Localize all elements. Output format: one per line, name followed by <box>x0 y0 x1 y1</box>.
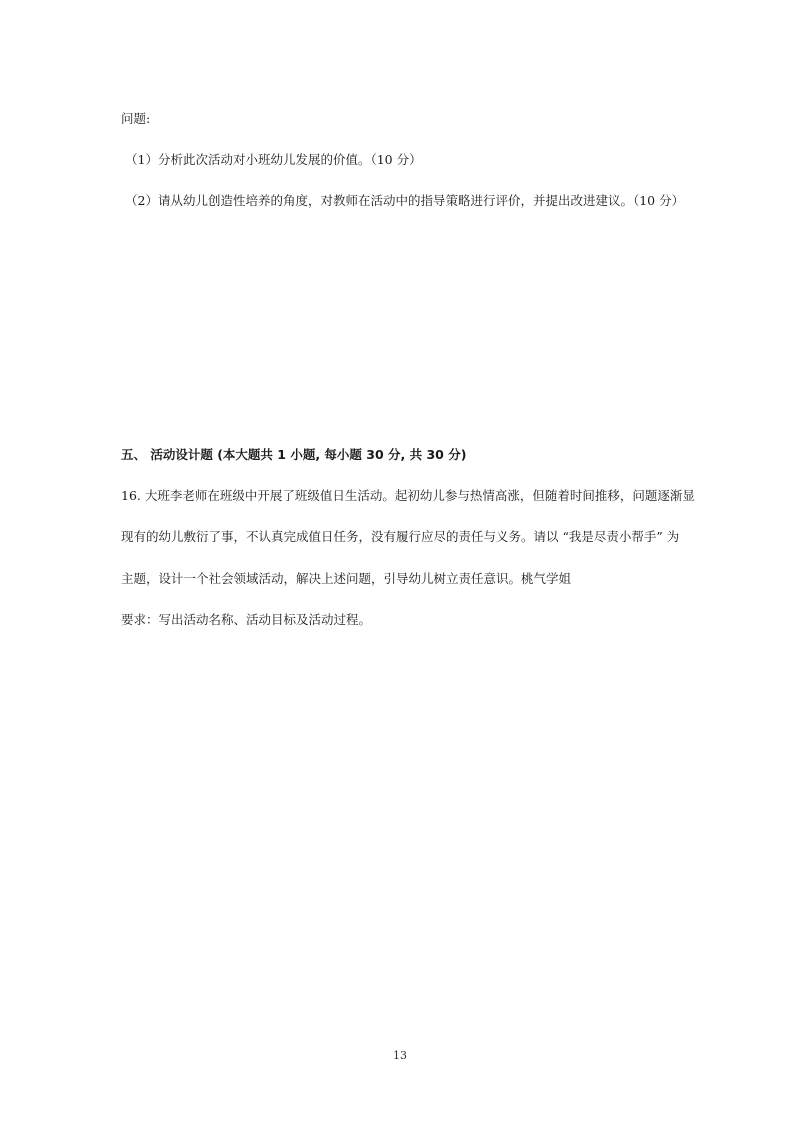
question-16-line-3: 主题，设计一个社会领域活动，解决上述问题，引导幼儿树立责任意识。桃气学姐 <box>121 571 572 586</box>
requirement-text: 要求：写出活动名称、活动目标及活动过程。 <box>121 612 372 627</box>
page-number: 13 <box>393 1049 407 1062</box>
section-heading: 五、 活动设计题 (本大题共 1 小题, 每小题 30 分, 共 30 分) <box>121 447 467 462</box>
question-2: （2）请从幼儿创造性培养的角度，对教师在活动中的指导策略进行评价，并提出改进建议。（10 分） <box>125 193 685 208</box>
question-1: （1）分析此次活动对小班幼儿发展的价值。（10 分） <box>125 152 422 167</box>
question-16-line-2: 现有的幼儿敷衍了事，不认真完成值日任务，没有履行应尽的责任与义务。请以 “我是尽责小帮手” 为 <box>121 529 680 544</box>
question-16-line-1: 16. 大班李老师在班级中开展了班级值日生活动。起初幼儿参与热情高涨，但随着时间推移，问题逐渐显 <box>121 488 695 503</box>
questions-label: 问题: <box>121 111 151 126</box>
